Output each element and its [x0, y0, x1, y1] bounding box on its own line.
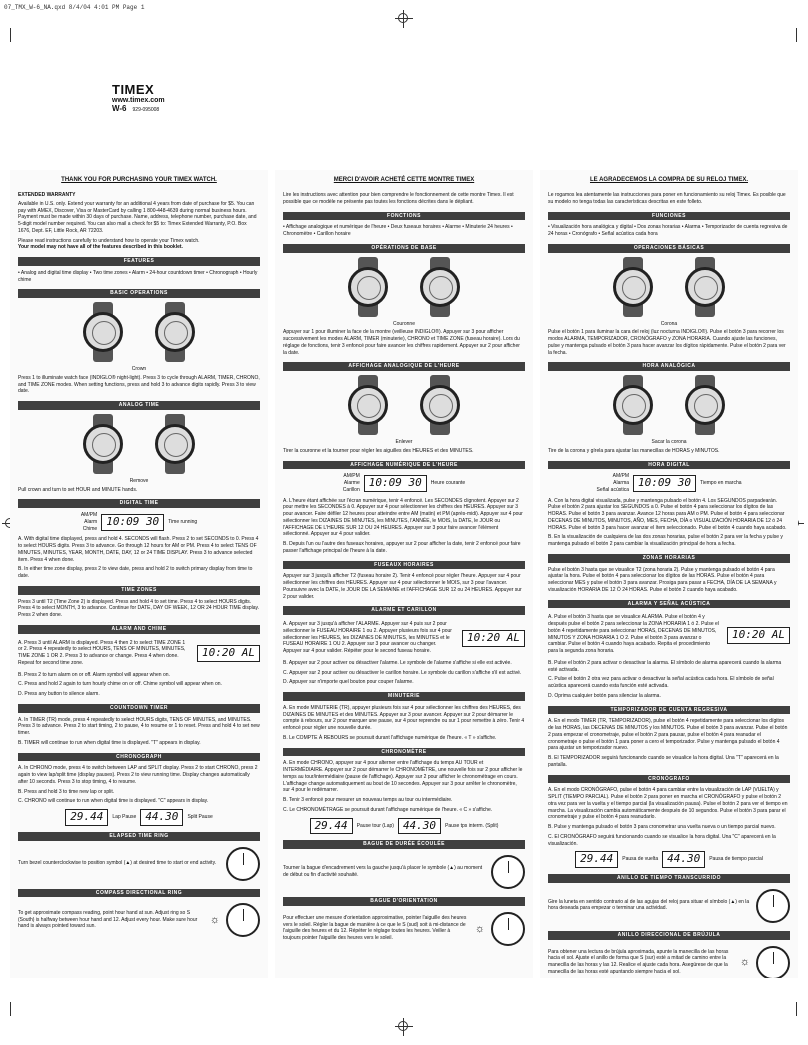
section-bar-digital: AFFICHAGE NUMÉRIQUE DE L'HEURE: [283, 461, 525, 470]
watch-figures: [18, 302, 260, 362]
dial-icon: [491, 855, 525, 889]
section-bar-digital: HORA DIGITAL: [548, 461, 790, 470]
chrono-step-a: A. En mode CHRONO, appuyer sur 4 pour alterner entre l'affichage du temps AU TOUR et INTERMÉDIAIRE. Appuyer sur 2 pour démarrer le CHRONOMÈTRE, une nouvelle fois sur 2 pour afficher le temps au tour/intermédiaire (pause de l'affichage). Appuyer sur 2 pour afficher le chronométrage en cours. L'affichage change automatiquement au bout de 10 secondes. Appuyer sur 3 pour arrêter le chronomètre, sur 4 pour le redémarrer.: [283, 760, 523, 794]
split-pause-label: Pause tps interm. (Split): [445, 822, 499, 829]
brand-logo: TIMEX: [112, 82, 155, 97]
section-bar-timezones: ZONAS HORARIAS: [548, 554, 790, 563]
section-bar-chrono: CHRONOGRAPH: [18, 753, 260, 762]
timer-step-a: A. En mode MINUTERIE (TR), appuyer plusieurs fois sur 4 pour sélectionner les chiffres des HEURES, des DIZAINES DE MINUTES et des MINUTES. Appuyer sur 3 pour avancer. Appuyer sur 2 pour démarrer le compte à rebours, sur 2 pour marquer une pause, sur 4 pour reprendre ou sur 1 pour remettre à zéro. Tenir 4 enfoncé pour régler une nouvelle durée.: [283, 704, 525, 732]
time-running-label: Tiempo en marcha: [700, 480, 742, 487]
chrono-step-c: C. CHRONO will continue to run when digital time is displayed. "C" appears in display.: [18, 798, 209, 805]
intro-text: Lire les instructions avec attention pour bien comprendre le fonctionnement de cette montre Timex. Il est possible que ce modèle ne présente pas toutes les fonctions décrites dans le dépliant.: [283, 192, 514, 205]
watch-figures: [548, 375, 790, 435]
section-bar-digital: DIGITAL TIME: [18, 499, 260, 508]
lap-lcd-display: 29.44: [65, 809, 108, 826]
watch-icon: [151, 302, 199, 362]
lcd-diagram: [283, 473, 525, 493]
elapsed-text: Tourner la bague d'encadrement vers la gauche jusqu'à placer le symbole (▲) au moment de début ou fin d'activité souhaité.: [283, 864, 483, 878]
section-bar-timezones: FUSEAUX HORAIRES: [283, 561, 525, 570]
analog-text: Pull crown and turn to set HOUR and MINUTE hands.: [18, 486, 138, 493]
alarm-step-d: D. Press any button to silence alarm.: [18, 691, 100, 698]
watch-icon: [681, 257, 729, 317]
watch-icon: [79, 414, 127, 474]
digital-step-b: B. Depuis l'un ou l'autre des fuseaux horaires, appuyer sur 2 pour afficher la date, tenir 2 enfoncé pour faire passer l'affichage principal de l'heure à la date.: [283, 541, 521, 554]
crop-mark: [796, 28, 797, 42]
time-running-label: Heure courante: [430, 480, 466, 487]
watch-figures: [283, 375, 525, 435]
sun-icon: ☼: [739, 956, 750, 969]
timezones-text: Appuyer sur 3 jusqu'à afficher T2 (fuseau horaire 2). Tenir 4 enfoncé pour régler l'heure. Appuyer sur 4 pour sélectionner les chiffres des HEURES. Appuyer sur 4 pour sélectionner le MOIS, sur 3 pour l'avancer. Poursuivre avec la DATE, le JOUR DE LA SEMAINE et l'AFFICHAGE SUR 12 ou 24 HEURES. Appuyer sur 2 pour valider.: [283, 573, 522, 600]
section-bar-alarm: ALARME ET CARILLON: [283, 606, 525, 615]
section-bar-basic: OPERACIONES BÁSICAS: [548, 244, 790, 253]
timezones-text: Pulse el botón 3 hasta que se visualice T2 (zona horaria 2). Pulse y mantenga pulsado el botón 4 para ajustar la hora. Pulse el botón 4 para seleccionar los dígitos de las HORAS. Pulse el botón 4 para seleccionar MES y pulse el botón 3 para avanzar. Prosiga para pasar a FECHA, DÍA DE LA SEMANA y visualización HORARIA DE 12 Ó 24 HORAS. Pulse el botón 2 cuando haya acabado.: [548, 566, 777, 593]
compass-text: Para obtener una lectura de brújula aproximada, apunte la manecilla de las horas hacia el sol. Ajuste el anillo de forma que S (sur) esté a mitad de camino entre la manecilla de las horas y las 12. Realice el ajuste cada hora. Asegúrese de que la manecilla de las horas esté apuntando siempre hacia el sol.: [548, 948, 729, 975]
chrono-lcd-diagram: [548, 851, 790, 868]
alarm-step-b: B. Press 2 to turn alarm on or off. Alarm symbol will appear when on.: [18, 671, 170, 678]
alarm-step-d: D. Appuyer sur n'importe quel bouton pour couper l'alarme.: [283, 679, 414, 686]
english-column: [10, 170, 268, 978]
crop-mark: [10, 1002, 11, 1016]
chrono-step-c: C. El CRONÓGRAFO seguirá funcionando cuando se visualice la hora digital. Una "C" aparecerá en la visualización.: [548, 833, 776, 847]
section-bar-analog: ANALOG TIME: [18, 401, 260, 410]
section-bar-chrono: CHRONOMÈTRE: [283, 748, 525, 757]
split-pause-label: Pausa de tiempo parcial: [709, 856, 763, 863]
watch-icon: [344, 257, 392, 317]
section-bar-chrono: CRONÓGRAFO: [548, 775, 790, 784]
alarm-step-a: A. Pulse el botón 3 hasta que se visualice ALARMA. Pulse el botón 4 y después pulse el botón 2 para seleccionar la ZONA HORARIA 1 ó 2. Pulse el botón 4 repetidamente para seleccionar HORAS, DECENAS DE MINUTOS, MINUTOS Y ZONA HORARIA 1 O 2. Pulse el botón 3 para avanzar o cambiar. Pulse el botón 4 cuando haya acabado. Repita el procedimiento para la segunda zona horaria.: [548, 614, 719, 655]
section-bar-alarm: ALARM AND CHIME: [18, 625, 260, 634]
alarm-step-d: D. Oprima cualquier botón para silenciar la alarma.: [548, 692, 661, 699]
dial-icon: [756, 889, 790, 923]
section-bar-elapsed: BAGUE DE DURÉE ÉCOULÉE: [283, 840, 525, 849]
features-text: • Visualización hora analógica y digital • Dos zonas horarias • Alarma • Temporizador de cuenta regresiva de 24 horas • Cronógrafo • Señal acústica cada hora: [548, 224, 788, 238]
ampm-label: AM/PM: [80, 512, 98, 519]
lap-pause-label: Lap Pause: [112, 814, 137, 821]
crown-label: Crown: [131, 366, 147, 373]
compass-text: Pour effectuer une mesure d'orientation approximative, pointer l'aiguille des heures vers le soleil. Régler la bague de manière à ce que le S (sud) soit à mi-distance de l'aiguille des heures et du 12. Répéter le réglage toutes les heures. Veiller à toujours pointer l'aiguille des heures vers le soleil.: [283, 914, 467, 942]
dial-icon: [491, 912, 525, 946]
chime-label: Señal acústica: [596, 486, 630, 493]
section-bar-features: FUNCIONES: [548, 212, 790, 221]
column-title: LE AGRADECEMOS LA COMPRA DE SU RELOJ TIMEX.: [589, 177, 748, 183]
dial-icon: [226, 847, 260, 881]
chrono-step-b: B. Pulse y mantenga pulsado el botón 3 para cronometrar una vuelta nueva o un tiempo parcial nuevo.: [548, 824, 776, 831]
alarm-step-c: C. Pulse el botón 2 otra vez para activar o desactivar la señal acústica cada hora. El símbolo de señal acústica aparecerá cuando esta función esté activada.: [548, 676, 774, 690]
warranty-text: Available in U.S. only. Extend your warranty for an additional 4 years from date of purchase for $5. You can pay with AMEX, Discover, Visa or MasterCard by calling 1 800-448-4639 during normal business hours. Payment must be made within 30 days of purchase. Name, address, telephone number, purchase date, and 5-digit model number required. You can also mail a check for $5 to: Timex Extended Warranty, P.O. Box 1676, Dept. EF, Little Rock, AR 72203.: [18, 200, 257, 234]
dial-icon: [226, 903, 260, 937]
digital-step-a: A. Con la hora digital visualizada, pulse y mantenga pulsado el botón 4. Los SEGUNDOS parpadearán. Pulse el botón 2 para ajustar los SEGUNDOS a 0. Pulse el botón 4 para seleccionar los dígitos de las HORAS. Pulse el botón 3 para avanzar. Avance 12 horas para AM o PM. Pulse el botón 4 para seleccionar DECENAS DE MINUTOS, MINUTOS, AÑO, MES, FECHA, DÍA o VISUALIZACIÓN HORARIA DE 12 ó 24 HORAS. Pulse el botón 3 para hacer avanzar el ítem seleccionado. Pulse el botón 4 cuando haya acabado.: [548, 497, 787, 531]
lcd-display: 10:09 30: [633, 475, 696, 492]
ampm-label: AM/PM: [612, 473, 630, 480]
alarm-step-b: B. Appuyer sur 2 pour activer ou désactiver l'alarme. Le symbole de l'alarme s'affiche si elle est activée.: [283, 659, 512, 666]
analog-text: Tirer la couronne et la tourner pour régler les aiguilles des HEURES et des MINUTES.: [283, 447, 474, 454]
crown-label: Couronne: [393, 320, 415, 327]
watch-figures: [548, 257, 790, 317]
lap-lcd-display: 29.44: [310, 818, 353, 835]
lap-pause-label: Pausa de vuelta: [622, 856, 659, 863]
brand-block: [112, 82, 165, 113]
timer-step-b: B. Le COMPTE À REBOURS se poursuit durant l'affichage numérique de l'heure. « T » s'affiche.: [283, 734, 497, 741]
alarm-label: Alarm: [84, 518, 98, 525]
analog-text: Tire de la corona y gírela para ajustar las manecillas de HORAS y MINUTOS.: [548, 447, 720, 454]
chrono-step-a: A. In CHRONO mode, press 4 to switch between LAP and SPLIT display. Press 2 to start CHRONO, press 2 again to view lap/split time (display pauses). Press 2 to view running time. Display changes automatically after 10 seconds. Press 3 to stop timing, 4 to resume.: [18, 765, 258, 785]
catalog-code: 929-095008: [132, 107, 160, 113]
chrono-lcd-diagram: [18, 809, 260, 826]
alarm-label: Alarme: [343, 480, 360, 487]
sun-icon: ☼: [474, 922, 485, 935]
timezones-text: Press 3 until T2 (Time Zone 2) is displayed. Press and hold 4 to set time. Press 4 to select HOURS digits. Press 4 to select MONTH, 3 to advance. Continue for DATE, DAY OF WEEK, 12 OR 24 HOUR TIME display. Press 2 when done.: [18, 598, 260, 619]
chrono-step-b: B. Press and hold 3 to time new lap or split.: [18, 788, 115, 795]
section-bar-compass: ANILLO DIRECCIONAL DE BRÚJULA: [548, 931, 790, 940]
watch-icon: [609, 375, 657, 435]
alarm-lcd-display: 10:20 AL: [727, 627, 790, 644]
section-bar-compass: BAGUE D'ORIENTATION: [283, 897, 525, 906]
crop-mark: [796, 1002, 797, 1016]
print-header: 07_TMX_W-6_NA.qxd 8/4/04 4:01 PM Page 1: [4, 4, 145, 11]
intro-text: Le rogamos lea atentamente las instrucciones para poner en funcionamiento su reloj Timex. Es posible que su modelo no tenga todas las características descritas en este folleto.: [548, 192, 786, 205]
digital-step-b: B. En la visualización de cualquiera de las dos zonas horarias, pulse el botón 2 para ver la fecha y pulse y mantenga pulsado el botón 2 para cambiar la visualización principal de hora a fecha.: [548, 534, 783, 548]
french-column: [275, 170, 533, 978]
watch-icon: [151, 414, 199, 474]
section-bar-elapsed: ELAPSED TIME RING: [18, 832, 260, 841]
read-text: Please read instructions carefully to understand how to operate your Timex watch.: [18, 237, 200, 244]
alarm-lcd-display: 10:20 AL: [462, 630, 525, 647]
section-bar-basic: BASIC OPERATIONS: [18, 289, 260, 298]
watch-icon: [609, 257, 657, 317]
watch-icon: [416, 375, 464, 435]
chime-label: Chime: [82, 525, 98, 532]
alarm-step-a: A. Press 3 until ALARM is displayed. Press 4 then 2 to select TIME ZONE 1 or 2. Press 4 repeatedly to select HOURS, TENS OF MINUTES, MINUTES, TIME ZONE 1 OR 2. Press 3 to advance or change. Press 4 when done. Repeat for second time zone.: [18, 639, 186, 666]
section-bar-analog: HORA ANALÓGICA: [548, 362, 790, 371]
timer-step-b: B. El TEMPORIZADOR seguirá funcionando cuando se visualice la hora digital. Una "T" aparecerá en la pantalla.: [548, 755, 779, 768]
digital-step-b: B. In either time zone display, press 2 to view date, press and hold 2 to switch primary display from time to date.: [18, 566, 253, 580]
alarm-lcd-display: 10:20 AL: [197, 645, 260, 662]
chrono-step-c: C. Le CHRONOMÈTRAGE se poursuit durant l'affichage numérique de l'heure. « C » s'affiche.: [283, 806, 493, 813]
lcd-display: 10:09 30: [364, 475, 427, 492]
section-bar-timezones: TIME ZONES: [18, 586, 260, 595]
section-bar-features: FEATURES: [18, 257, 260, 266]
lcd-diagram: [548, 473, 790, 493]
warranty-heading: EXTENDED WARRANTY: [18, 192, 76, 199]
split-lcd-display: 44.30: [398, 818, 441, 835]
digital-step-a: A. With digital time displayed, press and hold 4. SECONDS will flash. Press 2 to set SECONDS to 0. Press 4 to select HOURS digits. Press 3 to advance. Go through 12 hours for AM or PM. Press 4 to select TENS OF MINUTES, MINUTES, YEAR, MONTH, DATE, DAY, 12 or 24 TIME DISPLAY. Press 3 to advance selected item. Press 4 when done.: [18, 536, 259, 563]
chrono-lcd-diagram: [283, 818, 525, 835]
chrono-step-b: B. Tenir 3 enfoncé pour mesurer un nouveau temps au tour ou intermédiaire.: [283, 797, 453, 804]
timer-step-a: A. En el modo TIMER (TR, TEMPORIZADOR), pulse el botón 4 repetidamente para seleccionar los dígitos de las HORAS, las DECENAS DE MINUTOS y los MINUTOS. Pulse el botón 3 para avanzar. Pulse el botón 2 para empezar el cronometraje, pulse el botón 2 para pausar, pulse el botón 4 para reanudar el cronometraje o pulse el botón 1 para poner a cero el temporizador. Pulse y mantenga pulsado el botón 4 para ajustar un temporizador nuevo.: [548, 718, 788, 752]
timer-step-a: A. In TIMER (TR) mode, press 4 repeatedly to select HOURS digits, TENS OF MINUTES, and MINUTES. Press 3 to advance. Press 2 to start timing, 2 to pause, 4 to resume or 1 to reset. Press and hold 4 to set new timer.: [18, 716, 260, 737]
registration-mark-icon: [395, 1018, 413, 1036]
column-title: THANK YOU FOR PURCHASING YOUR TIMEX WATCH.: [61, 177, 217, 183]
elapsed-text: Turn bezel counterclockwise to position symbol (▲) at desired time to start or end activity.: [18, 859, 217, 866]
section-bar-timer: MINUTERIE: [283, 692, 525, 701]
crown-label: Corona: [660, 320, 678, 327]
split-lcd-display: 44.30: [140, 809, 183, 826]
split-lcd-display: 44.30: [662, 851, 705, 868]
remove-label: Sacar la corona: [651, 439, 687, 446]
elapsed-text: Gire la luneta en sentido contrario al de las agujas del reloj para situar el símbolo (▲) en la hora deseada para empezar o terminar una actividad.: [548, 898, 750, 912]
brand-url: www.timex.com: [112, 97, 165, 104]
column-title: MERCI D'AVOIR ACHETÉ CETTE MONTRE TIMEX: [333, 177, 475, 183]
watch-icon: [681, 375, 729, 435]
section-bar-compass: COMPASS DIRECTIONAL RING: [18, 889, 260, 898]
sun-icon: ☼: [209, 914, 220, 927]
lap-pause-label: Pause tour (Lap): [356, 822, 394, 829]
split-pause-label: Split Pause: [187, 814, 213, 821]
alarm-step-c: C. Press and hold 2 again to turn hourly chime on or off. Chime symbol will appear when on.: [18, 681, 222, 688]
section-bar-alarm: ALARMA Y SEÑAL ACÚSTICA: [548, 600, 790, 609]
features-text: • Analog and digital time display • Two time zones • Alarm • 24-hour countdown timer • Chronograph • Hourly chime: [18, 269, 258, 283]
remove-label: Remove: [129, 477, 149, 484]
timer-step-b: B. TIMER will continue to run when digital time is displayed. "T" appears in display.: [18, 739, 201, 746]
time-running-label: Time running: [168, 518, 198, 525]
basic-text: Appuyer sur 1 pour illuminer la face de la montre (veilleuse INDIGLO®). Appuyer sur 3 pour afficher successivement les modes ALARM, TIMER (minuterie), CHRONO et TIME ZONE (fuseau horaire). Lors du réglage de fonctions, tenir 3 enfoncé pour faire avancer les chiffres rapidement. Appuyer sur 2 pour afficher la date.: [283, 329, 520, 356]
remove-label: Enlever: [395, 439, 413, 446]
alarm-step-c: C. Appuyer sur 2 pour activer ou désactiver le carillon horaire. Le symbole du carillon s'affiche s'il est activé.: [283, 669, 522, 676]
basic-text: Pulse el botón 1 para iluminar la cara del reloj (luz nocturna INDIGLO®). Pulse el botón 3 para recorrer los modos ALARMA, TEMPORIZADOR, CRONÓGRAFO y ZONA HORARIA. Cuando ajuste las funciones, pulse y mantenga pulsado el botón 3 para hacer avanzar los dígitos rápidamente. Pulse el botón 2 para ver la fecha.: [548, 329, 786, 356]
section-bar-timer: TEMPORIZADOR DE CUENTA REGRESIVA: [548, 706, 790, 715]
watch-icon: [416, 257, 464, 317]
watch-figures: [283, 257, 525, 317]
spanish-column: [540, 170, 798, 978]
read-note: Your model may not have all of the features described in this booklet.: [18, 244, 183, 251]
model-number: W-6 929-095008: [112, 104, 160, 113]
registration-mark-icon: [395, 10, 413, 28]
section-bar-timer: COUNTDOWN TIMER: [18, 704, 260, 713]
alarm-step-b: B. Pulse el botón 2 para activar o desactivar la alarma. El símbolo de alarma aparecerá cuando la alarma esté activada.: [548, 659, 782, 673]
lcd-display: 10:09 30: [101, 514, 164, 531]
section-bar-elapsed: ANILLO DE TIEMPO TRANSCURRIDO: [548, 874, 790, 883]
lcd-diagram: [18, 512, 260, 532]
digital-step-a: A. L'heure étant affichée sur l'écran numérique, tenir 4 enfoncé. Les SECONDES clignotent. Appuyer sur 2 pour mettre les SECONDES à 0. Appuyer sur 4 pour sélectionner les chiffres des HEURES. Appuyer sur 3 pour avancer. Faire défiler 12 heures pour atteindre entre AM (matin) et PM (après-midi). Appuyer sur 4 pour sélectionner les DIZAINES DE MINUTES, les MINUTES, l'ANNÉE, le MOIS, la DATE, le JOUR ou l'AFFICHAGE DE L'HEURE SUR 12 OU 24 HEURES. Appuyer sur 3 pour faire avancer l'élément sélectionné. Appuyer sur 4 pour valider.: [283, 497, 523, 538]
watch-icon: [79, 302, 127, 362]
section-bar-basic: OPÉRATIONS DE BASE: [283, 244, 525, 253]
watch-figures: [18, 414, 260, 474]
section-bar-features: FONCTIONS: [283, 212, 525, 221]
chrono-step-a: A. En el modo CRONÓGRAFO, pulse el botón 4 para cambiar entre la visualización de LAP (VUELTA) y SPLIT (TIEMPO PARCIAL). Pulse el botón 2 para poner en marcha el CRONÓGRAFO y pulse el botón 2 otra vez para ver la vuelta y el tiempo parcial (la visualización pausa). Pulse el botón 2 para ver el tiempo en marcha. La visualización cambia automáticamente después de 10 segundos. Pulse el botón 3 para parar el cronometraje y pulse el botón 4 para reanudarlo.: [548, 787, 788, 821]
compass-text: To get approximate compass reading, point hour hand at sun. Adjust ring so S (South) is halfway between hour hand and 12. Adjust every hour. Make sure hour hand is always pointed toward sun.: [18, 909, 198, 930]
basic-text: Press 1 to illuminate watch face (INDIGLO® night-light). Press 3 to cycle through ALARM, TIMER, CHRONO, and TIME ZONE modes. When setting functions, press and hold 3 to advance digits rapidly. Press 3 to view date.: [18, 374, 260, 395]
lap-lcd-display: 29.44: [575, 851, 618, 868]
alarm-step-a: A. Appuyer sur 3 jusqu'à afficher l'ALARME. Appuyer sur 4 puis sur 2 pour sélectionner le FUSEAU HORAIRE 1 ou 2. Appuyer plusieurs fois sur 4 pour sélectionner les HEURES, les DIZAINES DE MINUTES, les MINUTES et le FUSEAU HORAIRE 1 OU 2. Appuyer sur 3 pour avancer ou changer. Appuyer sur 4 pour valider. Répéter pour le second fuseau horaire.: [283, 621, 452, 655]
watch-icon: [344, 375, 392, 435]
crop-mark: [10, 28, 11, 42]
ampm-label: AM/PM: [343, 473, 360, 480]
section-bar-analog: AFFICHAGE ANALOGIQUE DE L'HEURE: [283, 362, 525, 371]
dial-icon: [756, 946, 790, 978]
features-text: • Affichage analogique et numérique de l'heure • Deux fuseaux horaires • Alarme • Minuterie 24 heures • Chronomètre • Carillon horaire: [283, 224, 513, 238]
alarm-label: Alarma: [613, 480, 630, 487]
chime-label: Carillon: [342, 486, 360, 493]
